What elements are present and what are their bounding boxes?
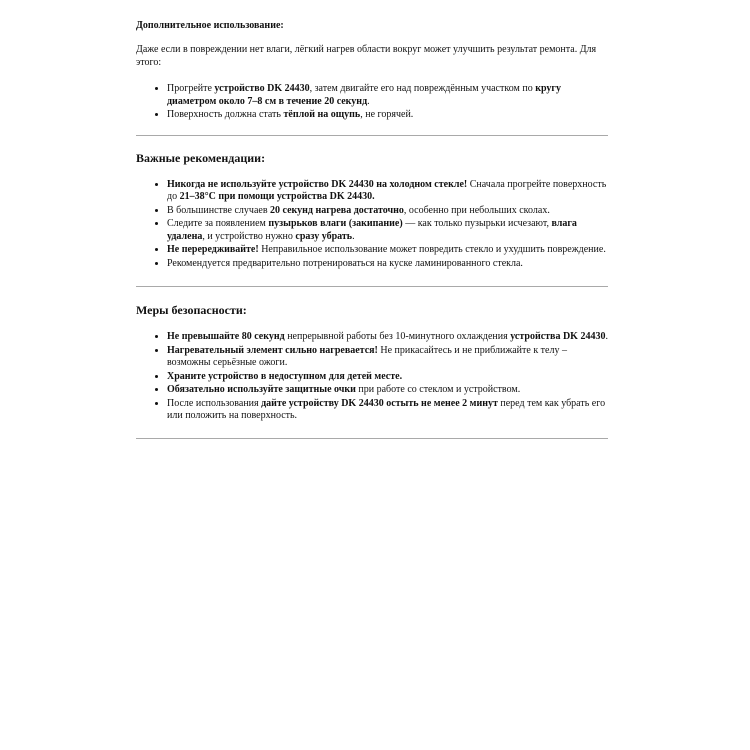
bold-text: пузырьков влаги (закипание)	[268, 218, 403, 229]
list-item	[167, 108, 608, 122]
list-item	[167, 383, 608, 397]
section-recommendations-title: Важные рекомендации:	[136, 150, 266, 165]
list-item	[167, 330, 608, 344]
list-item	[167, 82, 608, 108]
section-additional-use-intro: Даже если в повреждении нет влаги, лёгкий нагрев области вокруг может улучшить результат ремонта. Для этого:	[136, 44, 597, 68]
text: Следите за появлением	[167, 218, 269, 229]
text: .	[352, 230, 355, 242]
bold-text: Не превышайте 80 секунд	[167, 331, 285, 342]
list-item	[167, 257, 608, 271]
text: Сначала прогрейте поверхность до	[167, 178, 607, 202]
bold-text: Никогда не используйте устройство DK 24430 на холодном стекле!	[167, 178, 468, 190]
text: при работе со стеклом и устройством.	[355, 384, 521, 395]
divider	[136, 438, 608, 439]
section-safety-title: Меры безопасности:	[136, 303, 247, 317]
text: Не прикасайтесь и не приближайте к телу – возможны серьёзные ожоги.	[167, 344, 567, 368]
bold-text: влага удалена	[167, 218, 577, 242]
section-additional-use-list	[136, 82, 608, 122]
list-item	[167, 217, 608, 243]
text: .	[605, 331, 608, 342]
text: , особенно при небольших сколах.	[403, 204, 550, 216]
text: , и устройство нужно	[202, 230, 296, 242]
divider	[136, 286, 608, 287]
list-item	[167, 204, 608, 218]
text: Рекомендуется предварительно потренироваться на куске ламинированного стекла.	[167, 257, 523, 269]
text: непрерывной работы без 10-минутного охлаждения	[284, 331, 511, 342]
text: .	[367, 95, 370, 107]
text: Поверхность должна стать	[167, 109, 284, 120]
bold-text: кругу диаметром около 7–8 см в течение 20 секунд	[167, 83, 561, 107]
bold-text: устройства DK 24430	[510, 331, 606, 342]
section-safety-list	[136, 330, 608, 423]
list-item	[167, 178, 608, 204]
bold-text: тёплой на ощупь	[283, 109, 361, 120]
list-item	[167, 370, 608, 384]
text: перед тем как убрать его или положить на поверхность.	[167, 397, 606, 421]
bold-text: 20 секунд нагрева достаточно	[270, 204, 404, 216]
document-content	[136, 0, 608, 439]
text: , не горячей.	[360, 109, 414, 120]
text: , затем двигайте его над повреждённым участком по	[309, 83, 536, 94]
bold-text: Не перередживайте!	[167, 244, 259, 255]
bold-text: устройство DK 24430	[214, 83, 310, 94]
divider	[136, 135, 608, 136]
bold-text: сразу убрать	[295, 230, 353, 242]
text: Прогрейте	[167, 83, 215, 94]
bold-text: 21–38°C при помощи устройства DK 24430.	[179, 191, 375, 202]
list-item	[167, 397, 608, 423]
text: Неправильное использование может повредить стекло и ухудшить повреждение.	[258, 244, 606, 255]
text: После использования	[167, 397, 262, 409]
bold-text: дайте устройству DK 24430 остыть не менее 2 минут	[261, 397, 498, 409]
text: — как только пузырьки исчезают,	[402, 218, 552, 229]
list-item	[167, 344, 608, 370]
section-recommendations-list	[136, 178, 608, 271]
section-additional-use-title: Дополнительное использование:	[136, 20, 284, 31]
bold-text: Храните устройство в недоступном для детей месте.	[167, 370, 403, 382]
list-item	[167, 243, 608, 257]
bold-text: Обязательно используйте защитные очки	[167, 384, 356, 395]
text: В большинстве случаев	[167, 204, 271, 216]
bold-text: Нагревательный элемент сильно нагревается!	[167, 344, 378, 356]
